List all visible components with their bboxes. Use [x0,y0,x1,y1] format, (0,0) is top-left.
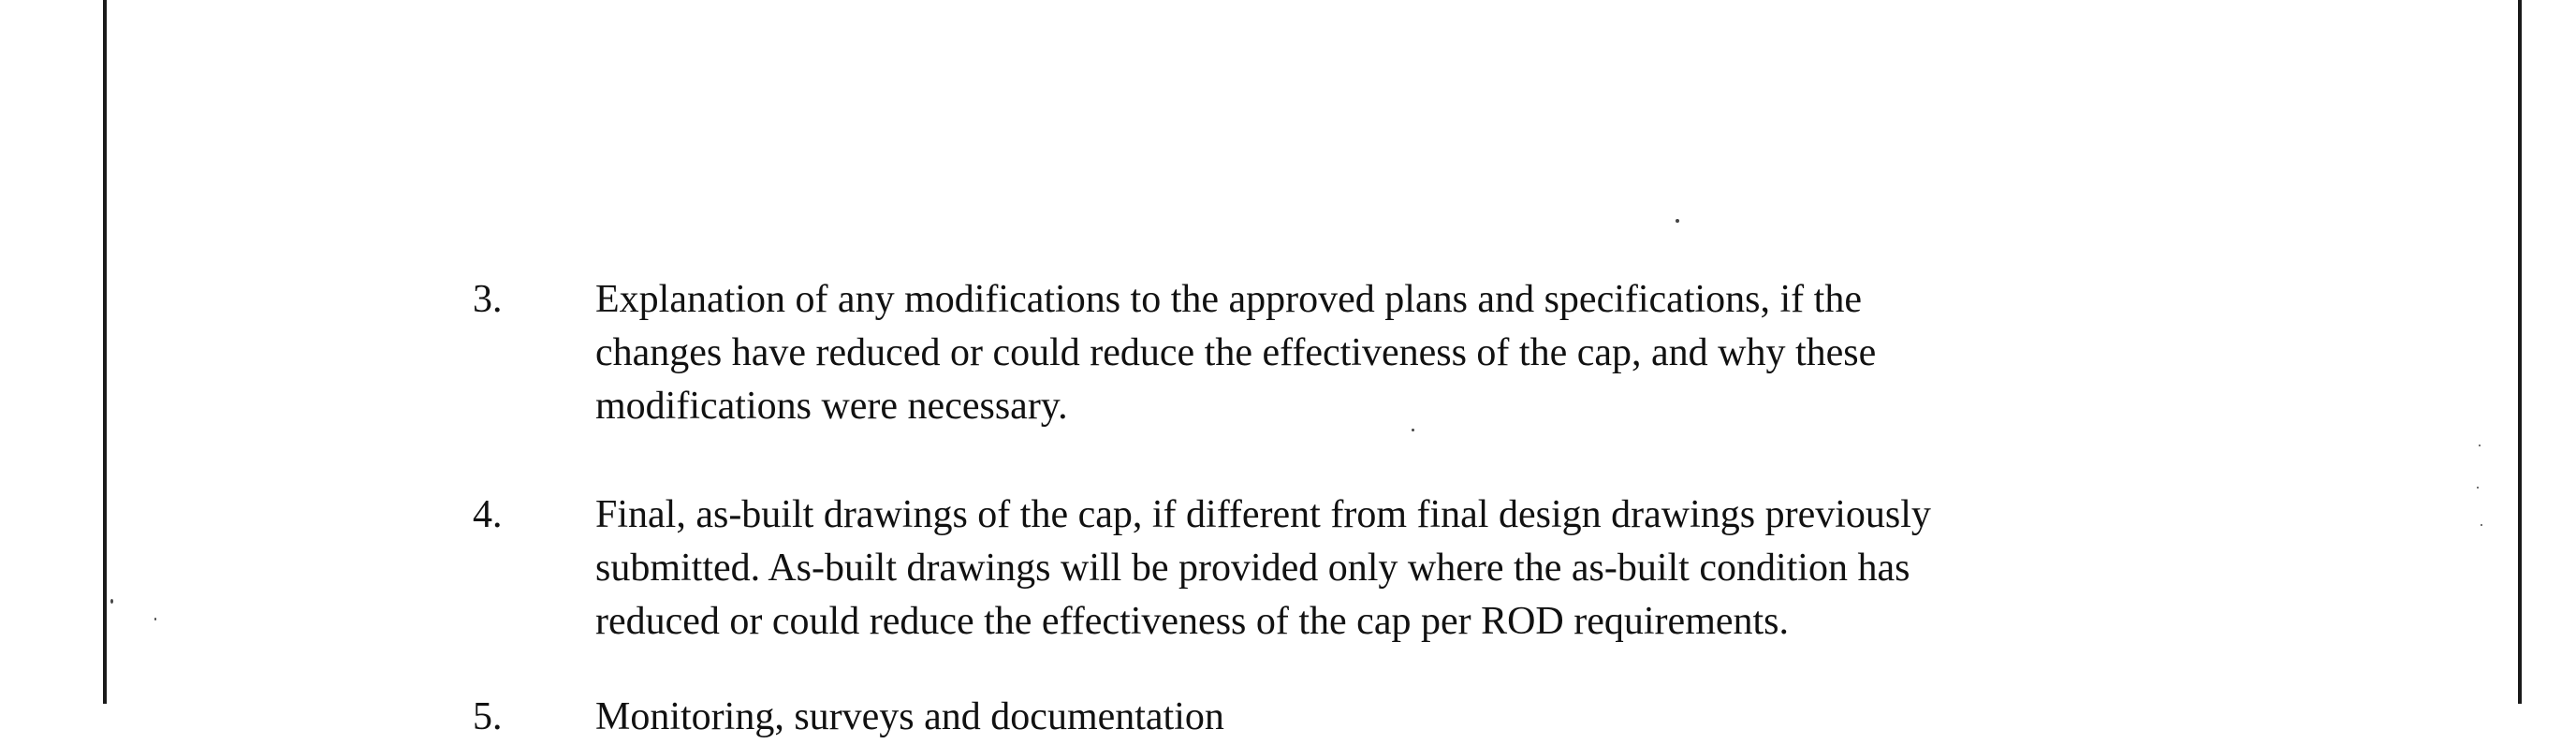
item-line: Final, as-built drawings of the cap, if different from final design drawings previously [595,493,1931,536]
item-text [595,273,2224,433]
scan-speck [2477,487,2479,489]
item-line: Explanation of any modifications to the approved plans and specifications, if the [595,278,1862,321]
scan-speck [1676,219,1679,223]
item-text [595,691,2224,744]
item-line: submitted. As-built drawings will be provided only where the as-built condition has [595,547,1910,590]
page-border-right [2518,0,2522,704]
item-line: changes have reduced or could reduce the effectiveness of the cap, and why these [595,331,1877,374]
scan-speck [2481,524,2482,526]
item-number: 4. [473,493,503,536]
item-number: 3. [473,278,503,321]
item-line: modifications were necessary. [595,385,1068,428]
item-line: reduced or could reduce the effectiveness of the cap per ROD requirements. [595,600,1790,643]
item-number: 5. [473,695,503,738]
scan-speck [154,618,156,620]
item-line: Monitoring, surveys and documentation [595,695,1224,738]
scan-speck [110,599,113,604]
page-border-left [103,0,107,704]
scan-speck [2479,445,2481,446]
item-text [595,489,2224,649]
